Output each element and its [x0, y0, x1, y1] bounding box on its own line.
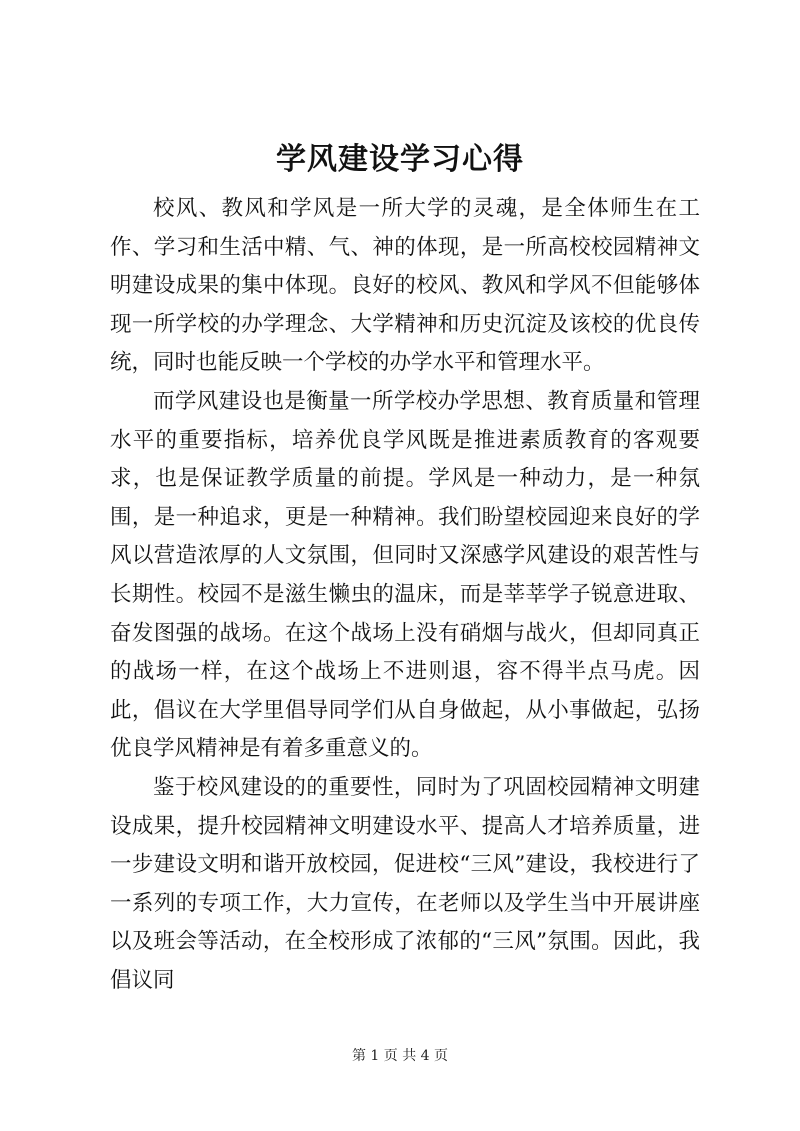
page-footer: 第 1 页 共 4 页: [351, 1048, 449, 1064]
document-body: [110, 190, 700, 1000]
paragraph-3: 鉴于校风建设的的重要性，同时为了巩固校园精神文明建设成果，提升校园精神文明建设水平、提高人才培养质量，进一步建设文明和谐开放校园，促进校“三风”建设，我校进行了一系列的专项工作，大力宣传，在老师以及学生当中开展讲座以及班会等活动，在全校形成了浓郁的“三风”氛围。因此，我倡议同: [110, 774, 700, 993]
paragraph-2: 而学风建设也是衡量一所学校办学思想、教育质量和管理水平的重要指标，培养优良学风既是推进素质教育的客观要求，也是保证教学质量的前提。学风是一种动力，是一种氛围，是一种追求，更是一种精神。我们盼望校园迎来良好的学风以营造浓厚的人文氛围，但同时又深感学风建设的艰苦性与长期性。校园不是滋生懒虫的温床，而是莘莘学子锐意进取、奋发图强的战场。在这个战场上没有硝烟与战火，但却同真正的战场一样，在这个战场上不进则退，容不得半点马虎。因此，倡议在大学里倡导同学们从自身做起，从小事做起，弘扬优良学风精神是有着多重意义的。: [110, 388, 700, 762]
paragraph-1: 校风、教风和学风是一所大学的灵魂，是全体师生在工作、学习和生活中精、气、神的体现，是一所高校校园精神文明建设成果的集中体现。良好的校风、教风和学风不但能够体现一所学校的办学理念、大学精神和历史沉淀及该校的优良传统，同时也能反映一个学校的办学水平和管理水平。: [110, 196, 700, 376]
document-title: 学风建设学习心得: [276, 142, 524, 177]
